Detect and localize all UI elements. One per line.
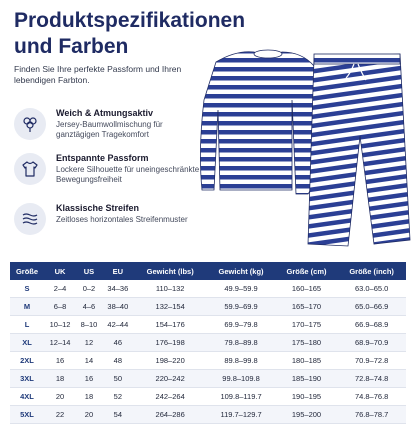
- table-cell: 12–14: [44, 334, 76, 352]
- feature-description: Zeitloses horizontales Streifenmuster: [56, 215, 188, 224]
- table-cell: 76.8–78.7: [337, 406, 406, 424]
- table-row: [10, 370, 406, 388]
- column-header: US: [76, 262, 102, 280]
- column-header: Gewicht (kg): [206, 262, 275, 280]
- table-cell: 0–2: [76, 280, 102, 298]
- table-cell: 8–10: [76, 316, 102, 334]
- feature-classic-stripes: [14, 203, 214, 243]
- size-cell: 5XL: [10, 406, 44, 424]
- feature-description: Lockere Silhouette für uneingeschränkte Bewegungsfreiheit: [56, 165, 200, 184]
- page-title: Produktspezifikationen und Farben: [14, 9, 246, 58]
- table-cell: 20: [76, 406, 102, 424]
- table-cell: 119.7–129.7: [206, 406, 275, 424]
- page-subtitle: Finden Sie Ihre perfekte Passform und Ihren lebendigen Farbton.: [14, 64, 182, 85]
- table-cell: 16: [44, 352, 76, 370]
- column-header: UK: [44, 262, 76, 280]
- table-row: [10, 298, 406, 316]
- column-header: EU: [102, 262, 134, 280]
- table-cell: 4–6: [76, 298, 102, 316]
- table-cell: 180–185: [276, 352, 338, 370]
- column-header: Größe: [10, 262, 44, 280]
- table-cell: 18: [44, 370, 76, 388]
- column-header: Größe (cm): [276, 262, 338, 280]
- table-cell: 165–170: [276, 298, 338, 316]
- table-cell: 48: [102, 352, 134, 370]
- table-row: [10, 316, 406, 334]
- feature-description: Jersey-Baumwollmischung für ganztägigen Tragekomfort: [56, 120, 163, 139]
- table-cell: 170–175: [276, 316, 338, 334]
- table-cell: 154–176: [134, 316, 207, 334]
- table-cell: 34–36: [102, 280, 134, 298]
- table-row: [10, 352, 406, 370]
- table-cell: 242–264: [134, 388, 207, 406]
- table-cell: 89.8–99.8: [206, 352, 275, 370]
- table-cell: 79.8–89.8: [206, 334, 275, 352]
- table-row: [10, 334, 406, 352]
- table-cell: 74.8–76.8: [337, 388, 406, 406]
- table-cell: 66.9–68.9: [337, 316, 406, 334]
- size-cell: S: [10, 280, 44, 298]
- size-cell: L: [10, 316, 44, 334]
- table-cell: 69.9–79.8: [206, 316, 275, 334]
- table-cell: 49.9–59.9: [206, 280, 275, 298]
- table-cell: 38–40: [102, 298, 134, 316]
- tshirt-icon: [14, 153, 46, 185]
- table-row: [10, 388, 406, 406]
- table-cell: 50: [102, 370, 134, 388]
- table-cell: 220–242: [134, 370, 207, 388]
- table-cell: 132–154: [134, 298, 207, 316]
- striped-pajama-image: [196, 40, 414, 255]
- table-cell: 190–195: [276, 388, 338, 406]
- feature-title: Entspannte Passform: [56, 153, 149, 163]
- size-cell: 4XL: [10, 388, 44, 406]
- wavy-stripes-icon: [14, 203, 46, 235]
- table-header-row: [10, 262, 406, 280]
- table-cell: 6–8: [44, 298, 76, 316]
- column-header: Größe (inch): [337, 262, 406, 280]
- table-row: [10, 406, 406, 424]
- size-cell: XL: [10, 334, 44, 352]
- table-cell: 185–190: [276, 370, 338, 388]
- table-cell: 264–286: [134, 406, 207, 424]
- table-cell: 12: [76, 334, 102, 352]
- table-row: [10, 280, 406, 298]
- table-cell: 109.8–119.7: [206, 388, 275, 406]
- table-cell: 20: [44, 388, 76, 406]
- table-cell: 2–4: [44, 280, 76, 298]
- table-cell: 176–198: [134, 334, 207, 352]
- table-cell: 52: [102, 388, 134, 406]
- size-cell: M: [10, 298, 44, 316]
- size-chart-table: [10, 262, 406, 424]
- column-header: Gewicht (lbs): [134, 262, 207, 280]
- size-cell: 3XL: [10, 370, 44, 388]
- table-cell: 65.0–66.9: [337, 298, 406, 316]
- feature-relaxed-fit: [14, 153, 214, 193]
- table-cell: 110–132: [134, 280, 207, 298]
- table-cell: 99.8–109.8: [206, 370, 275, 388]
- table-cell: 14: [76, 352, 102, 370]
- table-cell: 198–220: [134, 352, 207, 370]
- table-cell: 70.9–72.8: [337, 352, 406, 370]
- table-cell: 59.9–69.9: [206, 298, 275, 316]
- table-cell: 72.8–74.8: [337, 370, 406, 388]
- table-cell: 195–200: [276, 406, 338, 424]
- table-cell: 16: [76, 370, 102, 388]
- table-cell: 46: [102, 334, 134, 352]
- table-cell: 22: [44, 406, 76, 424]
- table-cell: 175–180: [276, 334, 338, 352]
- table-cell: 18: [76, 388, 102, 406]
- table-cell: 68.9–70.9: [337, 334, 406, 352]
- cotton-plant-icon: [14, 108, 46, 140]
- table-cell: 10–12: [44, 316, 76, 334]
- feature-soft-breathable: [14, 108, 214, 148]
- table-cell: 54: [102, 406, 134, 424]
- table-cell: 63.0–65.0: [337, 280, 406, 298]
- table-cell: 160–165: [276, 280, 338, 298]
- table-cell: 42–44: [102, 316, 134, 334]
- feature-title: Klassische Streifen: [56, 203, 140, 213]
- size-cell: 2XL: [10, 352, 44, 370]
- feature-title: Weich & Atmungsaktiv: [56, 108, 154, 118]
